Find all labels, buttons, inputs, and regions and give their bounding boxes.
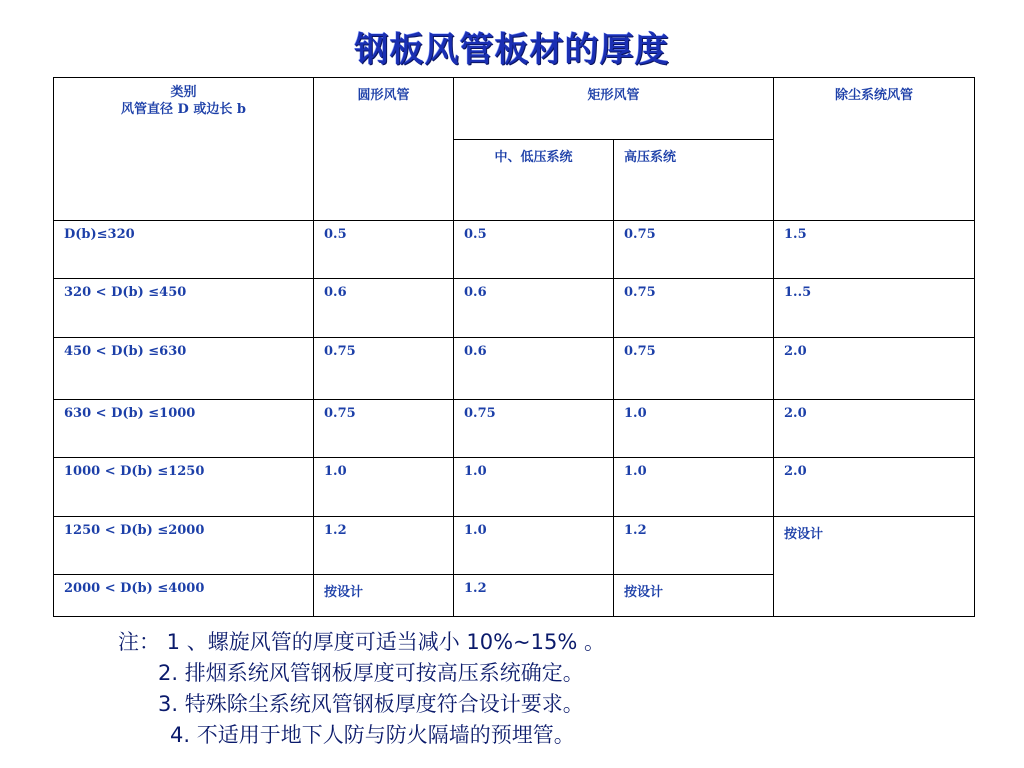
cell-rect-low: 0.6 — [454, 279, 614, 338]
cell-round: 0.75 — [314, 338, 454, 400]
cell-round: 1.2 — [314, 517, 454, 575]
thickness-table — [53, 77, 975, 617]
cell-rect-low: 0.6 — [454, 338, 614, 400]
cell-dust-merged: 按设计 — [774, 517, 975, 617]
table-header-row — [54, 78, 975, 140]
cell-rect-low: 0.75 — [454, 400, 614, 458]
header-category — [54, 78, 314, 221]
header-size-label: 风管直径 D 或边长 b — [121, 102, 246, 117]
header-rect-high-pressure: 高压系统 — [614, 140, 774, 221]
cell-rect-high: 0.75 — [614, 338, 774, 400]
table-row — [54, 458, 975, 517]
cell-round: 0.75 — [314, 400, 454, 458]
cell-rect-high: 1.0 — [614, 458, 774, 517]
cell-range: 630 < D(b) ≤1000 — [54, 400, 314, 458]
header-rect-low-pressure: 中、低压系统 — [454, 140, 614, 221]
table-row — [54, 279, 975, 338]
table-row — [54, 221, 975, 279]
note-line: 2. 排烟系统风管钢板厚度可按高压系统确定。 — [158, 661, 584, 685]
table-row — [54, 400, 975, 458]
cell-range: D(b)≤320 — [54, 221, 314, 279]
cell-rect-low: 1.0 — [454, 458, 614, 517]
cell-rect-high: 1.2 — [614, 517, 774, 575]
cell-round: 1.0 — [314, 458, 454, 517]
cell-range: 450 < D(b) ≤630 — [54, 338, 314, 400]
cell-range: 2000 < D(b) ≤4000 — [54, 575, 314, 617]
cell-dust: 2.0 — [774, 458, 975, 517]
cell-round: 0.5 — [314, 221, 454, 279]
table-row — [54, 338, 975, 400]
cell-rect-low: 0.5 — [454, 221, 614, 279]
cell-range: 1000 < D(b) ≤1250 — [54, 458, 314, 517]
note-line: 3. 特殊除尘系统风管钢板厚度符合设计要求。 — [158, 692, 584, 716]
cell-rect-low: 1.2 — [454, 575, 614, 617]
cell-round: 按设计 — [314, 575, 454, 617]
table-row — [54, 517, 975, 575]
header-category-label: 类别 — [170, 85, 197, 100]
cell-dust: 2.0 — [774, 400, 975, 458]
cell-dust: 1..5 — [774, 279, 975, 338]
cell-range: 320 < D(b) ≤450 — [54, 279, 314, 338]
note-line: 4. 不适用于地下人防与防火隔墙的预埋管。 — [170, 723, 575, 747]
page-title: 钢板风管板材的厚度 — [354, 30, 670, 70]
cell-rect-low: 1.0 — [454, 517, 614, 575]
cell-range: 1250 < D(b) ≤2000 — [54, 517, 314, 575]
header-dust-duct: 除尘系统风管 — [774, 78, 975, 221]
header-round-duct: 圆形风管 — [314, 78, 454, 221]
note-line: 注： 1 、螺旋风管的厚度可适当减小 10%~15% 。 — [118, 630, 606, 654]
cell-rect-high: 1.0 — [614, 400, 774, 458]
cell-rect-high: 0.75 — [614, 279, 774, 338]
cell-rect-high: 0.75 — [614, 221, 774, 279]
cell-rect-high: 按设计 — [614, 575, 774, 617]
cell-dust: 2.0 — [774, 338, 975, 400]
cell-round: 0.6 — [314, 279, 454, 338]
header-rect-duct: 矩形风管 — [454, 78, 774, 140]
cell-dust: 1.5 — [774, 221, 975, 279]
